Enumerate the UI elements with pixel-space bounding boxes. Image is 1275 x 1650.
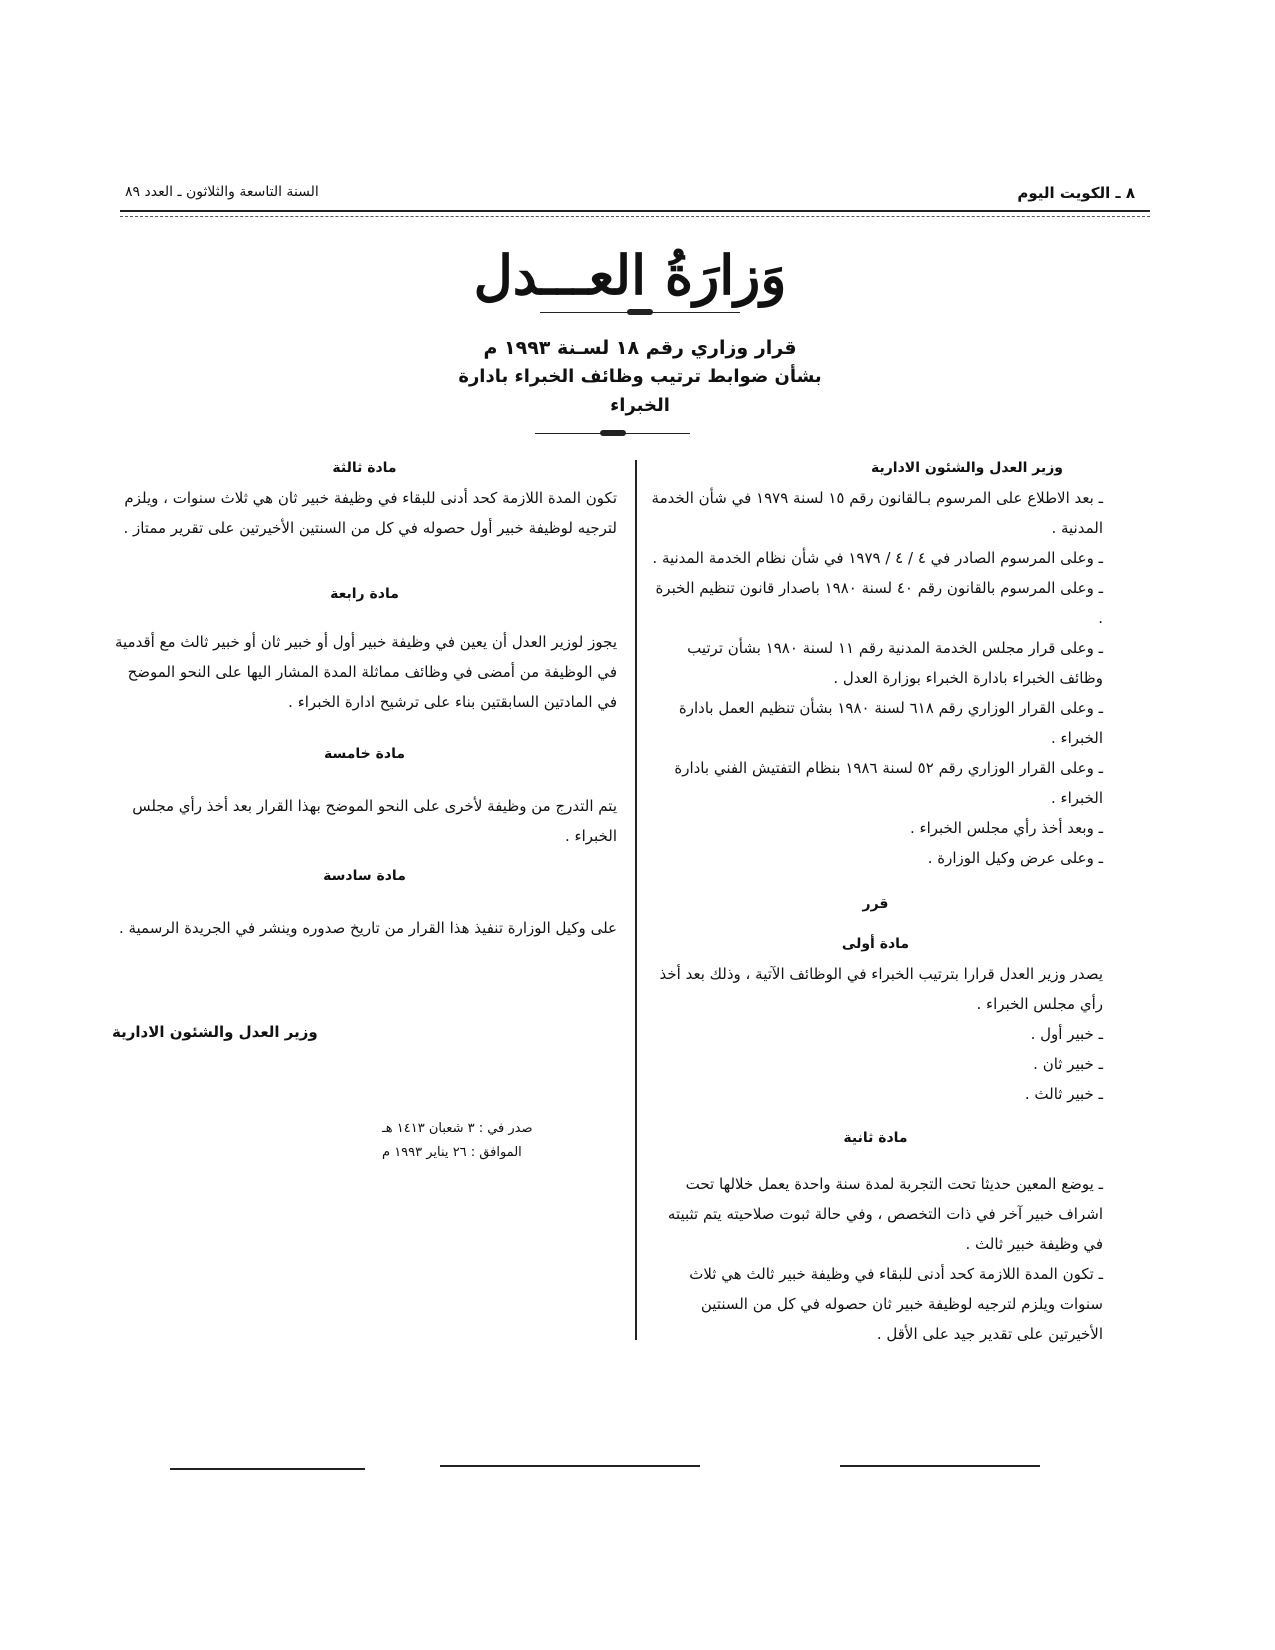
issue-date-gregorian: الموافق : ٢٦ يناير ١٩٩٣ م xyxy=(382,1145,522,1160)
left-column xyxy=(112,453,617,1165)
article-2-paragraph: ـ تكون المدة اللازمة كحد أدنى للبقاء في وظيفة خبير ثالث هي ثلاث سنوات ويلزم لترجيه لوظيفة خبير ثان حصوله في كل من السنتين الأخيرتين على تقدير جيد على الأقل . xyxy=(689,1265,1103,1343)
preamble-clause: ـ بعد الاطلاع على المرسوم بـالقانون رقم ١٥ لسنة ١٩٧٩ في شأن الخدمة المدنية . xyxy=(651,489,1103,537)
minister-signature: وزير العدل والشئون الادارية xyxy=(112,1023,318,1041)
preamble-clause: ـ وعلى المرسوم الصادر في ٤ / ٤ / ١٩٧٩ في شأن نظام الخدمة المدنية . xyxy=(652,549,1103,567)
footer-rule-center xyxy=(440,1465,700,1467)
ornament-center-top xyxy=(627,309,653,315)
ministry-title: وَزارَةُ العـــدل xyxy=(473,243,787,307)
article-5-title: مادة خامسة xyxy=(324,746,405,762)
article-6-text: على وكيل الوزارة تنفيذ هذا القرار من تاريخ صدوره وينشر في الجريدة الرسمية . xyxy=(118,919,617,937)
header-rule xyxy=(120,210,1150,212)
preamble-clause: ـ وعلى القرار الوزاري رقم ٥٢ لسنة ١٩٨٦ بنظام التفتيش الفني بادارة الخبراء . xyxy=(674,759,1103,807)
article-6-title: مادة سادسة xyxy=(323,868,406,884)
decision-subject-line2: الخبراء xyxy=(610,395,670,416)
article-2-paragraph: ـ يوضع المعين حديثا تحت التجربة لمدة سنة واحدة يعمل خلالها تحت اشراف خبير آخر في ذات التخصص ، وفي حالة ثبوت صلاحيته يتم تثبيته في وظيفة خبير ثالث . xyxy=(667,1175,1103,1253)
article-5-text: يتم التدرج من وظيفة لأخرى على النحو الموضح بهذا القرار بعد أخذ رأي مجلس الخبراء . xyxy=(132,797,617,845)
preamble-clause: ـ وعلى قرار مجلس الخدمة المدنية رقم ١١ لسنة ١٩٨٠ بشأن ترتيب وظائف الخبراء بادارة الخبراء بوزارة العدل . xyxy=(687,639,1103,687)
article-1-item: ـ خبير ثان . xyxy=(1033,1055,1103,1073)
page-header-issue-info: السنة التاسعة والثلاثون ـ العدد ٨٩ xyxy=(125,184,319,200)
right-column xyxy=(648,453,1103,1349)
preamble-clause: ـ وعلى المرسوم بالقانون رقم ٤٠ لسنة ١٩٨٠ باصدار قانون تنظيم الخبرة . xyxy=(655,579,1103,627)
decision-title: قرار وزاري رقم ١٨ لسـنة ١٩٩٣ م xyxy=(483,337,797,359)
decision-subject-line1: بشأن ضوابط ترتيب وظائف الخبراء بادارة xyxy=(458,366,822,387)
issuer-title: وزير العدل والشئون الادارية xyxy=(870,460,1063,476)
preamble-clause: ـ وعلى عرض وكيل الوزارة . xyxy=(927,849,1103,867)
issue-date-hijri: صدر في : ٣ شعبان ١٤١٣ هـ xyxy=(382,1121,533,1136)
article-2-title: مادة ثانية xyxy=(843,1130,908,1146)
ornament-center-bottom xyxy=(600,430,626,436)
preamble-clause: ـ وبعد أخذ رأي مجلس الخبراء . xyxy=(909,819,1103,837)
article-1-item: ـ خبير أول . xyxy=(1030,1025,1103,1043)
article-4-text: يجوز لوزير العدل أن يعين في وظيفة خبير أول أو خبير ثان أو خبير ثالث مع أقدمية في الوظيفة من أمضى في وظائف مماثلة المدة المشار اليها على النحو الموضح في المادتين السابقتين بناء على ترشيح ادارة الخبراء . xyxy=(114,633,617,711)
article-3-text: تكون المدة اللازمة كحد أدنى للبقاء في وظيفة خبير ثان هي ثلاث سنوات ، ويلزم لترجيه لوظيفة خبير أول حصوله في كل من السنتين الأخيرتين على تقرير ممتاز . xyxy=(123,489,617,537)
header-rule-dashed xyxy=(120,216,1150,217)
article-4-title: مادة رابعة xyxy=(330,586,399,602)
article-1-title: مادة أولى xyxy=(841,936,910,952)
footer-rule-right xyxy=(840,1465,1040,1467)
page-header-paper-name: ٨ ـ الكويت اليوم xyxy=(1017,184,1135,202)
article-1-text: يصدر وزير العدل قرارا بترتيب الخبراء في الوظائف الآتية ، وذلك بعد أخذ رأي مجلس الخبراء . xyxy=(659,965,1103,1013)
decided-heading: قرر xyxy=(862,896,889,912)
article-3-title: مادة ثالثة xyxy=(332,460,397,476)
article-1-item: ـ خبير ثالث . xyxy=(1024,1085,1103,1103)
footer-rule-left xyxy=(170,1468,365,1470)
preamble-clause: ـ وعلى القرار الوزاري رقم ٦١٨ لسنة ١٩٨٠ بشأن تنظيم العمل بادارة الخبراء . xyxy=(678,699,1103,747)
column-divider xyxy=(635,460,637,1340)
